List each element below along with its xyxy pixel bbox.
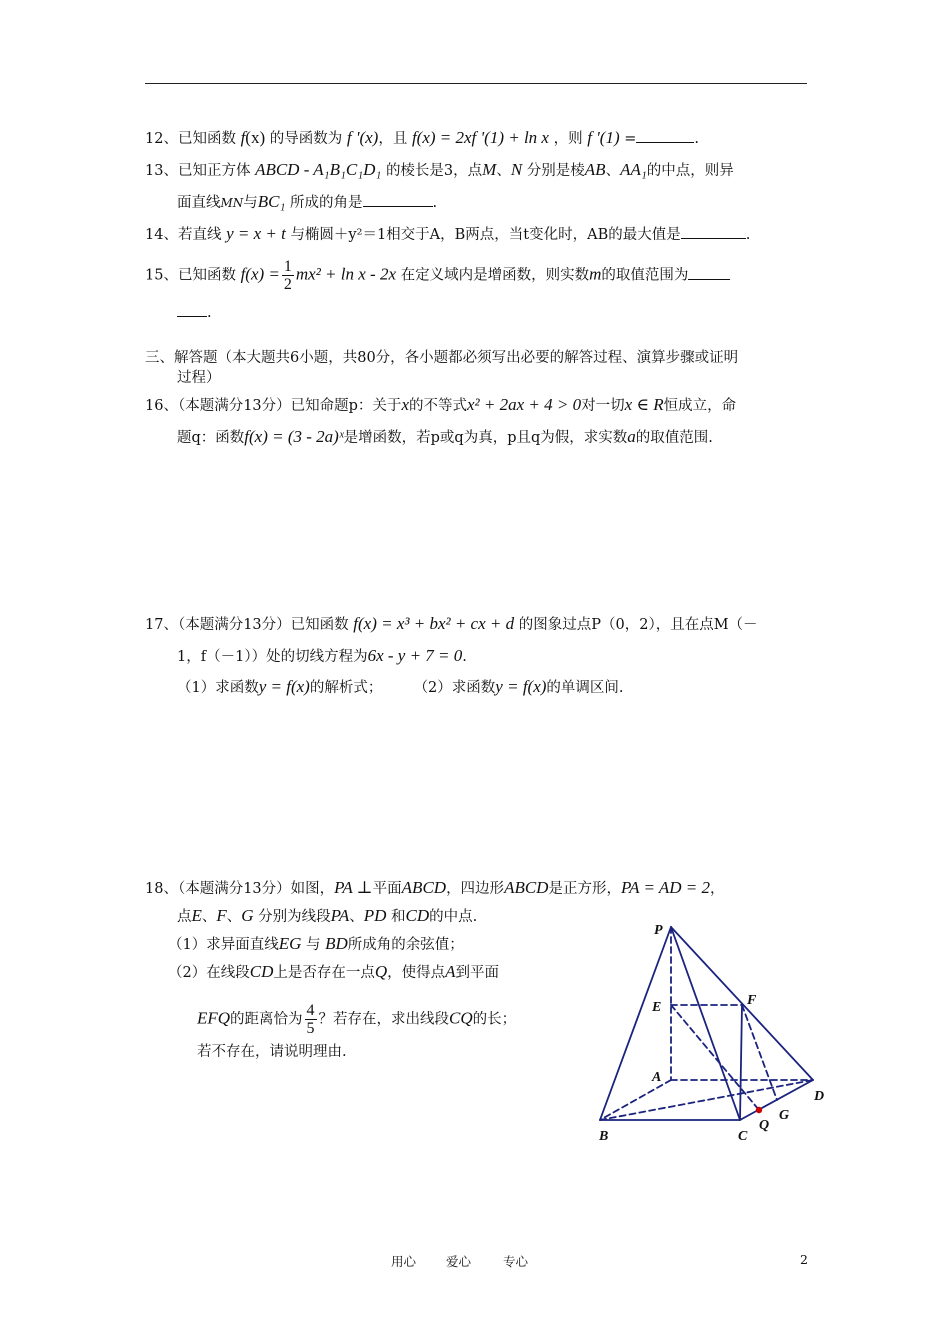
label-f: F [747, 993, 757, 1008]
label-e: E [652, 1000, 662, 1015]
question-18-part-2: （2）在线段CD上是否存在一点Q，使得点A到平面 [168, 962, 500, 981]
question-13: 13、已知正方体 ABCD - A₁B₁C₁D₁ 的棱长是3，点M、N 分别是棱AB、AA₁的中点，则异 [145, 160, 734, 179]
question-13-line-2: 面直线MN与BC₁ 所成的角是 . [177, 192, 438, 211]
question-14: 14、若直线 y = x + t 与椭圆＋y²＝1相交于A，B两点，当t变化时，AB的最大值是 . [145, 224, 751, 243]
question-18-part-2-line-2: EFQ的距离恰为 $\frac{4}{5}$ ？若存在，求出线段CQ的长； [197, 1002, 517, 1037]
question-17: 17、（本题满分13分）已知函数 f(x) = x³ + bx² + cx + d 的图象过点P（0，2），且在点M（－ [145, 614, 758, 633]
section-heading-line-2: 过程） [177, 370, 221, 386]
question-12: 12、已知函数 f(x) 的导函数为 f '(x)，且 f(x) = 2xf '(1) + ln x ，则 f '(1) = . [145, 128, 699, 147]
label-q: Q [759, 1118, 770, 1133]
label-d: D [814, 1089, 825, 1104]
question-15: 15、已知函数 f(x) = $\frac{1}{2}$ mx² + ln x - 2x 在定义域内是增函数，则实数m的取值范围为 [145, 258, 730, 293]
answer-blank[interactable] [681, 224, 746, 239]
header-rule [145, 83, 807, 84]
section-heading: 三、解答题（本大题共6小题，共80分，各小题都必须写出必要的解答过程、演算步骤或证明 [145, 350, 739, 366]
label-c: C [738, 1129, 748, 1144]
question-17-line-2: 1，f（－1））处的切线方程为6x - y + 7 = 0. [177, 646, 467, 665]
question-18: 18、（本题满分13分）如图，PA ⊥平面ABCD，四边形ABCD是正方形，PA = AD = 2， [145, 878, 725, 897]
page-number: 2 [800, 1252, 808, 1267]
edge-PB [600, 927, 671, 1120]
fraction: $\frac{4}{5}$ [306, 1002, 315, 1037]
edge-PC [671, 927, 740, 1120]
answer-blank[interactable] [363, 192, 433, 207]
segment-EQ [671, 1005, 759, 1110]
segment-FC [740, 1005, 742, 1120]
answer-blank[interactable] [688, 265, 730, 280]
edge-PD [671, 927, 813, 1080]
question-number: 12、 [145, 131, 178, 147]
segment-FG [742, 1005, 777, 1100]
label-a: A [652, 1070, 662, 1085]
pyramid-figure [590, 915, 835, 1150]
label-p: P [654, 923, 663, 938]
question-17-parts: （1）求函数y = f(x)的解析式； （2）求函数y = f(x)的单调区间. [177, 677, 624, 696]
question-15-line-2: . [177, 302, 212, 323]
question-16-line-2: 题q：函数f(x) = (3 - 2a)ˣ是增函数，若p或q为真，p且q为假，求实数a的取值范围. [177, 427, 713, 446]
answer-blank[interactable] [636, 128, 694, 143]
label-g: G [779, 1108, 790, 1123]
answer-blank[interactable] [177, 302, 207, 317]
question-18-line-2: 点E、F、G 分别为线段PA、PD 和CD的中点. [177, 906, 478, 925]
question-16: 16、（本题满分13分）已知命题p：关于x的不等式x² + 2ax + 4 > 0对一切x ∈ R恒成立，命 [145, 395, 737, 414]
label-b: B [599, 1129, 609, 1144]
question-18-part-1: （1）求异面直线EG 与 BD所成角的余弦值； [168, 934, 464, 953]
question-18-part-2-line-3: 若不存在，请说明理由. [197, 1044, 347, 1060]
point-q [756, 1107, 762, 1113]
fraction: $\frac{1}{2}$ [283, 258, 292, 293]
